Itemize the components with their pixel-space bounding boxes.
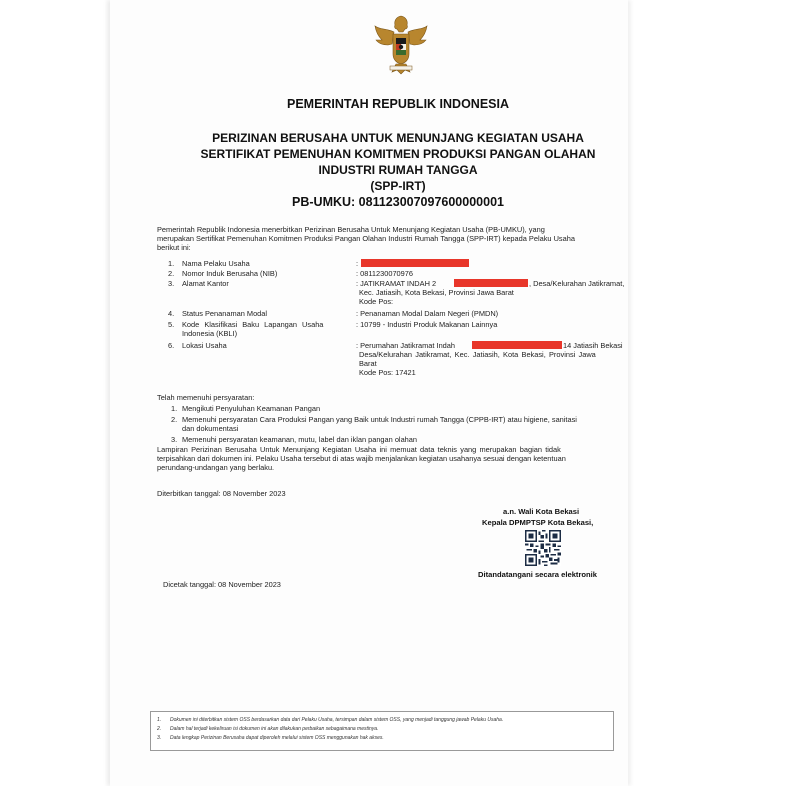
government-heading: PEMERINTAH REPUBLIK INDONESIA	[286, 97, 509, 111]
requirement-number: 2.	[171, 415, 178, 424]
title-line: INDUSTRI RUMAH TANGGA	[318, 163, 478, 177]
requirements-intro: Telah memenuhi persyaratan:	[157, 393, 255, 402]
issued-date: Diterbitkan tanggal: 08 November 2023	[157, 489, 286, 498]
value-nama-pelaku-usaha: :	[356, 259, 359, 268]
printed-date: Dicetak tanggal: 08 November 2023	[163, 580, 281, 589]
footnote-text: Dalam hal terjadi kekeliruan isi dokumen ini akan dilakukan perbaikan sebagaimana mestinya.	[170, 726, 379, 732]
label-status-penanaman-modal: Status Penanaman Modal	[182, 309, 268, 318]
electronic-signature-note: Ditandatangani secara elektronik	[478, 570, 598, 579]
footnote-number: 1.	[157, 717, 162, 723]
closing-line: perundang-undangan yang berlaku.	[157, 463, 275, 472]
label-nib: Nomor Induk Berusaha (NIB)	[182, 269, 278, 278]
requirement-number: 1.	[171, 404, 178, 413]
redaction-bar	[454, 279, 528, 287]
closing-line: terpisahkan dari dokumen ini. Pelaku Usaha tersebut di atas wajib menjalankan kegiatan usahanya sesuai dengan ketentuan	[157, 454, 566, 463]
footnote-number: 3.	[157, 735, 162, 741]
title-line: (SPP-IRT)	[370, 179, 426, 193]
label-lokasi-usaha: Lokasi Usaha	[182, 341, 227, 350]
value-lokasi-usaha-cont: 14 Jatiasih Bekasi	[563, 341, 623, 350]
value-kode-pos: Kode Pos:	[359, 297, 394, 306]
value-status-penanaman-modal: : Penanaman Modal Dalam Negeri (PMDN)	[356, 309, 499, 318]
redaction-bar	[472, 341, 562, 349]
intro-line: merupakan Sertifikat Pemenuhan Komitmen Produksi Pangan Olahan Industri Rumah Tangga (SPP-IRT) kepada Pelaku Usaha	[157, 234, 575, 243]
value-lokasi-usaha-cont: Barat	[359, 359, 377, 368]
label-kbli-cont: Indonesia (KBLI)	[182, 329, 238, 338]
signatory-line: a.n. Wali Kota Bekasi	[503, 507, 580, 516]
item-number: 4.	[168, 309, 175, 318]
item-number: 6.	[168, 341, 175, 350]
requirement-item: Memenuhi persyaratan Cara Produksi Pangan yang Baik untuk Industri rumah Tangga (CPPB-IRT) atau higiene, sanitasi	[182, 415, 577, 424]
requirement-item-cont: dan dokumentasi	[182, 424, 239, 433]
certificate-title	[110, 130, 686, 210]
label-kbli: Kode Klasifikasi Baku Lapangan Usaha	[182, 320, 324, 329]
value-lokasi-usaha: : Perumahan Jatikramat Indah	[356, 341, 456, 350]
qr-code-icon	[525, 530, 561, 566]
intro-line: Pemerintah Republik Indonesia menerbitkan Perizinan Berusaha Untuk Menunjang Kegiatan Usaha (PB-UMKU), yang	[157, 225, 545, 234]
value-nib: : 0811230070976	[356, 269, 413, 278]
closing-line: Lampiran Perizinan Berusaha Untuk Menunjang Kegiatan Usaha ini memuat data teknis yang merupakan bagian tidak	[157, 445, 561, 454]
title-line: SERTIFIKAT PEMENUHAN KOMITMEN PRODUKSI PANGAN OLAHAN	[200, 147, 596, 161]
item-number: 1.	[168, 259, 175, 268]
requirement-number: 3.	[171, 435, 178, 444]
label-alamat-kantor: Alamat Kantor	[182, 279, 229, 288]
value-kode-pos: Kode Pos: 17421	[359, 368, 416, 377]
footnote-text: Data lengkap Perizinan Berusaha dapat diperoleh melalui sistem OSS menggunakan hak akses.	[170, 735, 384, 741]
item-number: 3.	[168, 279, 175, 288]
footnote-text: Dokumen ini diterbitkan sistem OSS berdasarkan data dari Pelaku Usaha, tersimpan dalam sistem OSS, yang menjadi tanggung jawab Pelaku Usaha.	[170, 717, 504, 723]
value-alamat-kantor-cont: Kec. Jatiasih, Kota Bekasi, Provinsi Jawa Barat	[359, 288, 514, 297]
value-kbli: : 10799 - Industri Produk Makanan Lainnya	[356, 320, 498, 329]
title-line: PERIZINAN BERUSAHA UNTUK MENUNJANG KEGIATAN USAHA	[212, 131, 584, 145]
intro-line: berikut ini:	[157, 243, 191, 252]
item-number: 2.	[168, 269, 175, 278]
signatory-title: Kepala DPMPTSP Kota Bekasi,	[482, 518, 594, 527]
label-nama-pelaku-usaha: Nama Pelaku Usaha	[182, 259, 250, 268]
pb-umku-number: PB-UMKU: 081123007097600000001	[292, 195, 504, 209]
value-alamat-kantor-cont: , Desa/Kelurahan Jatikramat,	[529, 279, 625, 288]
requirement-item: Mengikuti Penyuluhan Keamanan Pangan	[182, 404, 321, 413]
garuda-emblem-icon	[372, 14, 430, 76]
requirement-item: Memenuhi persyaratan keamanan, mutu, label dan iklan pangan olahan	[182, 435, 418, 444]
value-lokasi-usaha-cont: Desa/Kelurahan Jatikramat, Kec. Jatiasih, Kota Bekasi, Provinsi Jawa	[359, 350, 596, 359]
item-number: 5.	[168, 320, 175, 329]
value-alamat-kantor: : JATIKRAMAT INDAH 2	[356, 279, 437, 288]
redaction-bar	[361, 259, 469, 267]
footnote-number: 2.	[157, 726, 162, 732]
